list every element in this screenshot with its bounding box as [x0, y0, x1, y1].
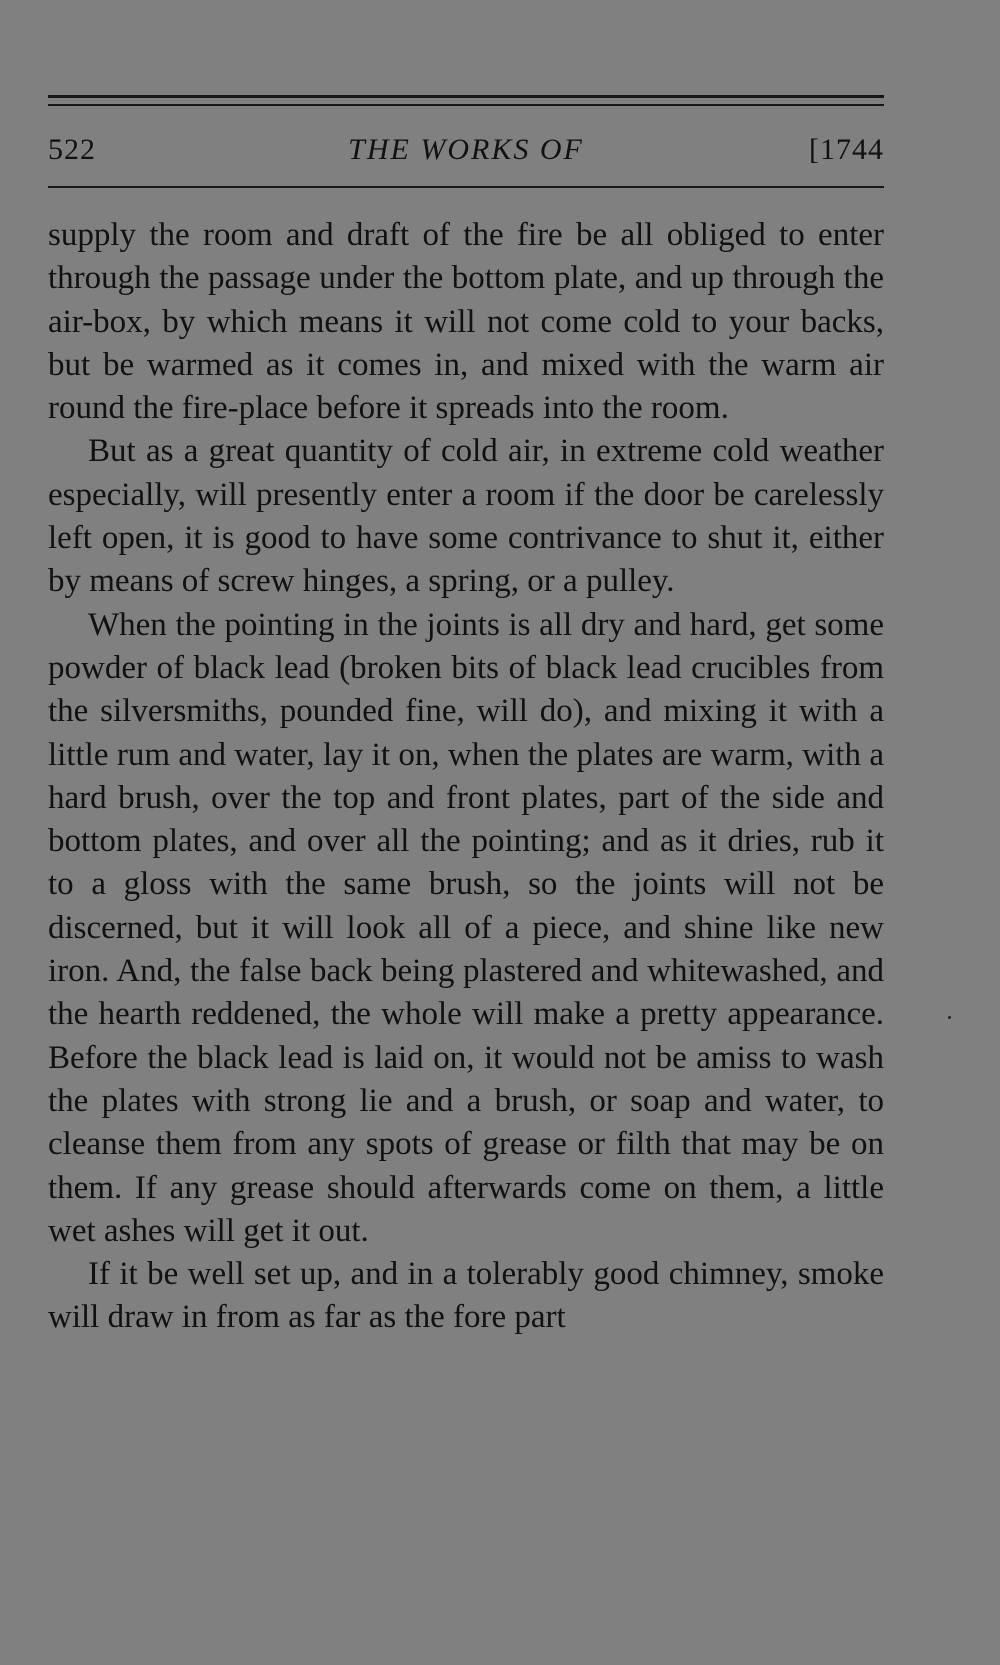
paragraph-2: But as a great quantity of cold air, in extreme cold weather especially, will presently enter a room if the door be carelessly left open, it is good to have some contrivance to shut it, either by means of screw hinges, a spring, or a pulley. — [48, 433, 884, 600]
running-year: [1744 — [809, 133, 884, 166]
running-head — [48, 128, 884, 172]
ink-speck — [948, 1016, 951, 1019]
body-text — [48, 214, 884, 1340]
paragraph-4: If it be well set up, and in a tolerably good chimney, smoke will draw in from as far as the fore part — [48, 1256, 884, 1336]
header-rule — [48, 186, 884, 188]
paragraph-1: supply the room and draft of the fire be all obliged to enter through the passage under the bottom plate, and up through the air-box, by which means it will not come cold to your backs, but be warmed as it comes in, and mixed with the warm air round the fire-place before it spreads into the room. — [48, 217, 884, 427]
top-rule-secondary — [48, 104, 884, 106]
top-rule — [48, 95, 884, 98]
book-page — [48, 0, 884, 1665]
paragraph-3: When the pointing in the joints is all dry and hard, get some powder of black lead (broken bits of black lead crucibles from the silversmiths, pounded fine, will do), and mixing it with a little rum and water, lay it on, when the plates are warm, with a hard brush, over the top and front plates, part of the side and bottom plates, and over all the pointing; and as it dries, rub it to a gloss with the same brush, so the joints will not be discerned, but it will look all of a piece, and shine like new iron. And, the false back being plastered and whitewashed, and the hearth reddened, the whole will make a pretty appearance. Before the black lead is laid on, it would not be amiss to wash the plates with strong lie and a brush, or soap and water, to cleanse them from any spots of grease or filth that may be on them. If any grease should afterwards come on them, a little wet ashes will get it out. — [48, 606, 884, 1249]
page-number: 522 — [48, 133, 96, 166]
running-title: THE WORKS OF — [348, 133, 584, 166]
